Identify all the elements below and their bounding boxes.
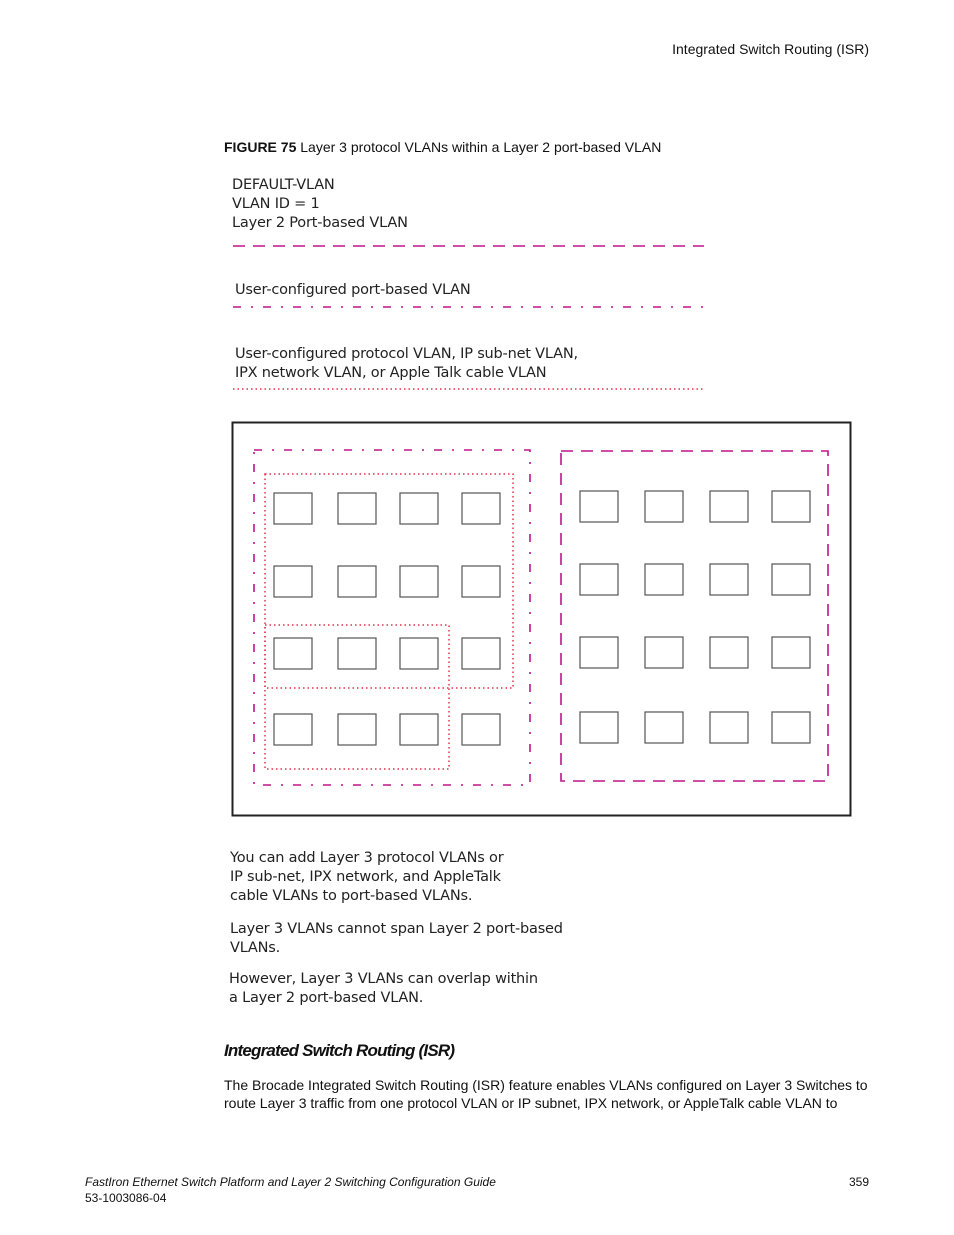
port-square [338,566,376,597]
port-square [462,638,500,669]
footer-title: FastIron Ethernet Switch Platform and Layer 2 Switching Configuration Guide [85,1175,496,1189]
note-line: However, Layer 3 VLANs can overlap within [229,971,538,987]
legend-default-vlan-line: Layer 2 Port-based VLAN [232,215,408,231]
right-port-based-vlan [561,451,828,781]
default-vlan-border [233,423,851,816]
footer-doc-number: 53-1003086-04 [85,1190,167,1205]
section-heading: Integrated Switch Routing (ISR) [224,1041,455,1060]
port-square [274,714,312,745]
port-square [580,564,618,595]
port-square [645,491,683,522]
port-square [645,712,683,743]
port-square [338,638,376,669]
protocol-vlan-small [265,625,449,769]
port-square [580,712,618,743]
legend-default-vlan-line: VLAN ID = 1 [232,196,320,212]
port-square [462,566,500,597]
port-square [462,714,500,745]
legend-default-vlan-line: DEFAULT-VLAN [232,177,335,193]
port-square [400,566,438,597]
body-paragraph: The Brocade Integrated Switch Routing (ISR) feature enables VLANs configured on Layer 3 Switches to route Layer 3 traffic from one protocol VLAN or IP subnet, IPX network, or AppleTalk cable VLAN to [224,1077,868,1111]
note-line: cable VLANs to port-based VLANs. [230,888,473,904]
port-square [400,493,438,524]
port-square [710,637,748,668]
port-square [645,564,683,595]
left-port-based-vlan [254,450,530,785]
footer-left [85,1175,496,1206]
note-2 [230,920,563,958]
note-line: a Layer 2 port-based VLAN. [229,990,424,1006]
note-line: VLANs. [230,940,281,956]
port-square [400,714,438,745]
port-square [580,491,618,522]
port-square [338,493,376,524]
port-square [462,493,500,524]
note-3 [229,970,538,1008]
port-square [772,564,810,595]
note-1 [230,849,503,906]
port-square [772,712,810,743]
port-square [338,714,376,745]
port-square [400,638,438,669]
port-square [274,493,312,524]
port-square [710,564,748,595]
port-square [772,491,810,522]
port-square [710,712,748,743]
note-line: Layer 3 VLANs cannot span Layer 2 port-based [230,921,563,937]
figure-label: FIGURE 75 [224,139,297,155]
running-header: Integrated Switch Routing (ISR) [672,41,869,57]
legend-protocol-vlan-line: User-configured protocol VLAN, IP sub-net VLAN, [235,346,578,362]
note-line: IP sub-net, IPX network, and AppleTalk [230,869,501,885]
port-square [645,637,683,668]
footer-page-number: 359 [848,1175,869,1189]
port-square [274,638,312,669]
protocol-vlan-large [265,474,513,688]
ports-group [274,491,810,745]
figure-caption-text: Layer 3 protocol VLANs within a Layer 2 port-based VLAN [300,139,662,155]
port-square [580,637,618,668]
port-square [274,566,312,597]
note-line: You can add Layer 3 protocol VLANs or [230,850,504,866]
port-square [772,637,810,668]
port-square [710,491,748,522]
legend-port-based-vlan: User-configured port-based VLAN [235,282,471,298]
legend-protocol-vlan-line: IPX network VLAN, or Apple Talk cable VLAN [235,365,547,381]
